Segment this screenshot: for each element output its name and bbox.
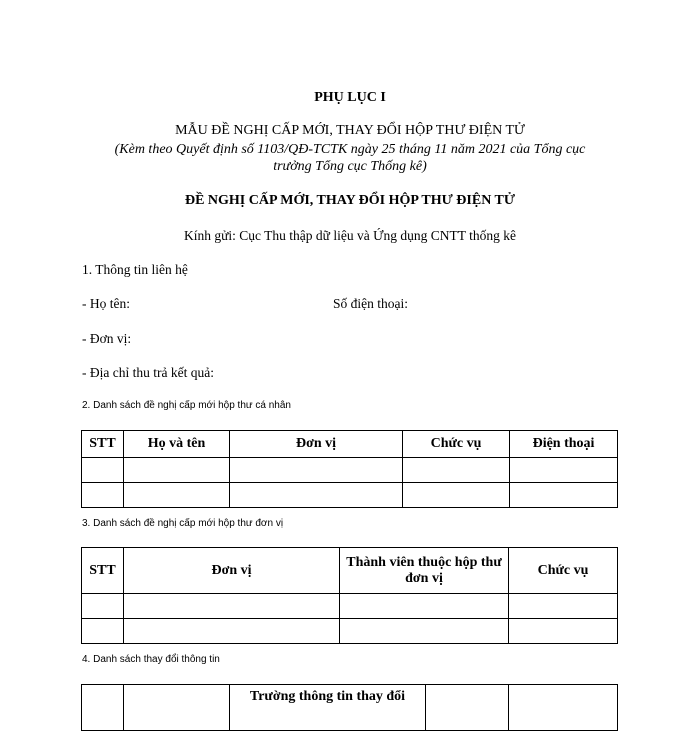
column-header [82,685,124,731]
table-cell[interactable] [124,619,340,644]
table-cell[interactable] [124,594,340,619]
table-header-row [82,548,618,594]
column-header-mailbox-members: Thành viên thuộc hộp thư đơn vị [340,548,509,594]
column-header-position: Chức vụ [403,431,510,458]
section-2-heading: 2. Danh sách đề nghị cấp mới hộp thư cá nhân [82,400,291,411]
table-cell[interactable] [230,483,403,508]
table-cell[interactable] [510,458,618,483]
table-header-row [82,685,618,731]
subtitle-line-1: (Kèm theo Quyết định số 1103/QĐ-TCTK ngày 25 tháng 11 năm 2021 của Tổng cục [114,142,586,157]
column-header-full-name: Họ và tên [124,431,230,458]
column-header-phone: Điện thoại [510,431,618,458]
section-1-heading: 1. Thông tin liên hệ [82,262,188,277]
table-cell[interactable] [340,619,509,644]
table-cell[interactable] [82,458,124,483]
table-cell[interactable] [509,619,618,644]
table-cell[interactable] [510,483,618,508]
column-header-unit: Đơn vị [124,548,340,594]
table-cell[interactable] [82,594,124,619]
address-label: - Địa chỉ thu trả kết quả: [82,365,214,380]
column-header [426,685,509,731]
column-header [509,685,618,731]
table-cell[interactable] [403,458,510,483]
table-row [82,619,618,644]
table-cell[interactable] [82,619,124,644]
table-row [82,594,618,619]
section-3-heading: 3. Danh sách đề nghị cấp mới hộp thư đơn vị [82,518,284,529]
table-cell[interactable] [82,483,124,508]
table-cell[interactable] [124,483,230,508]
table-cell[interactable] [340,594,509,619]
table-row [82,458,618,483]
change-info-table [81,684,618,731]
personal-mailbox-table [81,430,618,508]
form-title: MẪU ĐỀ NGHỊ CẤP MỚI, THAY ĐỔI HỘP THƯ ĐIỆN TỬ [175,123,525,138]
column-header-stt: STT [82,431,124,458]
column-header-stt: STT [82,548,124,594]
table-header-row [82,431,618,458]
unit-label: - Đơn vị: [82,331,132,346]
phone-label: Số điện thoại: [333,296,408,311]
appendix-title: PHỤ LỤC I [314,90,386,105]
table-row [82,483,618,508]
column-header-unit: Đơn vị [230,431,403,458]
subtitle-line-2: trưởng Tổng cục Thống kê) [273,159,427,174]
table-cell[interactable] [509,594,618,619]
request-title: ĐỀ NGHỊ CẤP MỚI, THAY ĐỔI HỘP THƯ ĐIỆN TỬ [184,193,516,208]
column-header-changed-field: Trường thông tin thay đổi [230,685,426,731]
table-cell[interactable] [403,483,510,508]
addressee-line: Kính gửi: Cục Thu thập dữ liệu và Ứng dụng CNTT thống kê [183,228,517,243]
table-cell[interactable] [230,458,403,483]
section-4-heading: 4. Danh sách thay đổi thông tin [82,654,220,665]
name-label: - Họ tên: [82,296,130,311]
unit-mailbox-table [81,547,618,644]
column-header [124,685,230,731]
table-cell[interactable] [124,458,230,483]
column-header-position: Chức vụ [509,548,618,594]
